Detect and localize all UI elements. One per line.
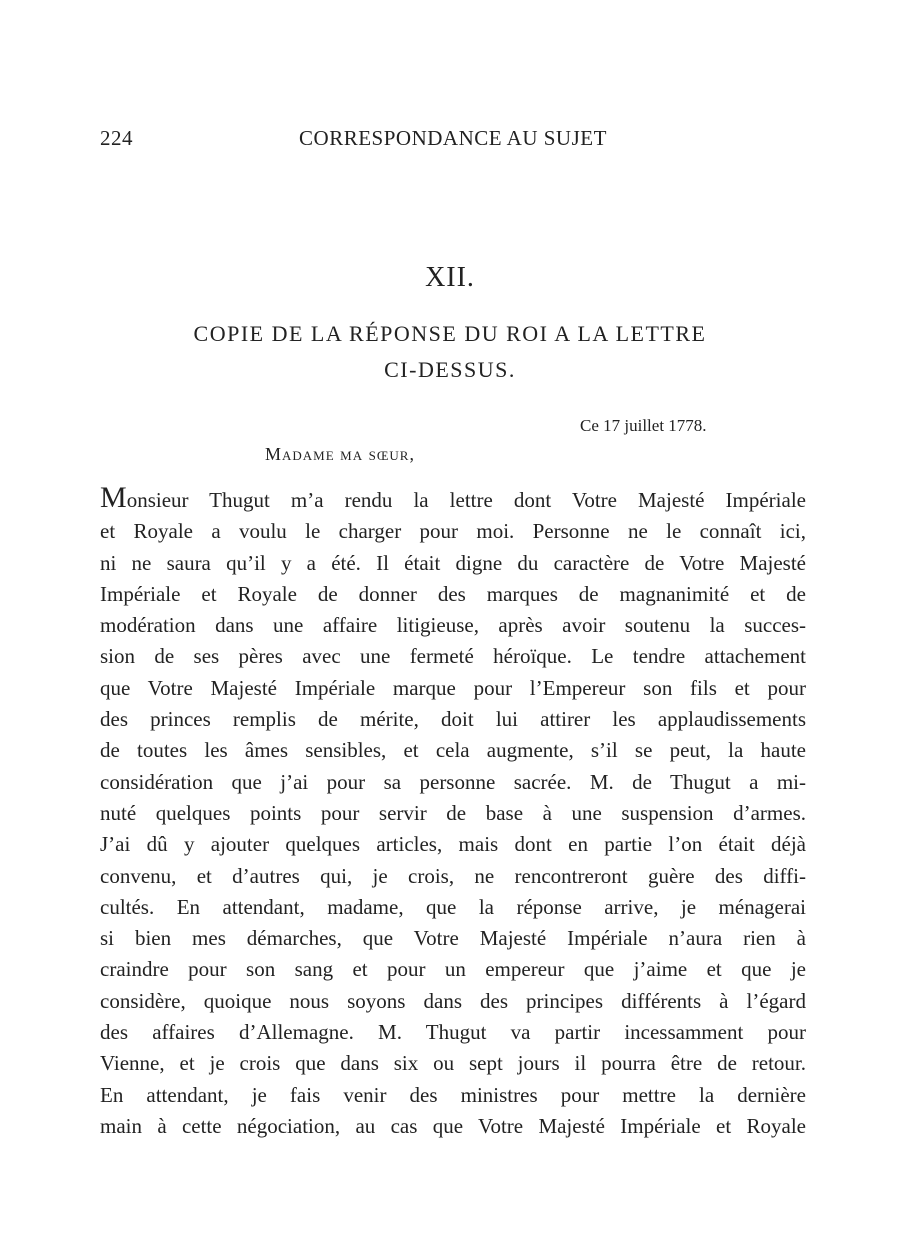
body-line: si bien mes démarches, que Votre Majesté Impériale n’aura rien à: [100, 926, 806, 951]
first-line-text: onsieur Thugut m’a rendu la lettre dont Votre Majesté Impériale: [126, 488, 806, 512]
section-title-line-2: CI-DESSUS.: [384, 357, 516, 382]
letter-date: Ce 17 juillet 1778.: [580, 416, 707, 435]
body-line: craindre pour son sang et pour un empereur que j’aime et que je: [100, 957, 806, 982]
body-line: considère, quoique nous soyons dans des principes différents à l’égard: [100, 988, 806, 1013]
section-title-line-1: COPIE DE LA RÉPONSE DU ROI A LA LETTRE: [193, 321, 707, 346]
running-title: CORRESPONDANCE AU SUJET: [299, 126, 607, 150]
letter-body: [100, 485, 806, 1142]
body-line: sion de ses pères avec une fermeté héroïque. Le tendre attachement: [100, 644, 806, 669]
body-line: et Royale a voulu le charger pour moi. Personne ne le connaît ici,: [100, 519, 806, 544]
running-head: [100, 126, 806, 156]
body-line: nuté quelques points pour servir de base à une suspension d’armes.: [100, 800, 806, 825]
body-line: des princes remplis de mérite, doit lui attirer les applaudissements: [100, 707, 806, 732]
body-line: J’ai dû y ajouter quelques articles, mais dont en partie l’on était déjà: [100, 832, 806, 857]
body-line: cultés. En attendant, madame, que la réponse arrive, je ménagerai: [100, 894, 806, 919]
body-line: main à cette négociation, au cas que Votre Majesté Impériale et Royale: [100, 1113, 806, 1138]
body-line: modération dans une affaire litigieuse, après avoir soutenu la succes-: [100, 613, 806, 638]
body-line: Impériale et Royale de donner des marques de magnanimité et de: [100, 581, 806, 606]
body-line: ni ne saura qu’il y a été. Il était digne du caractère de Votre Majesté: [100, 550, 806, 575]
body-line: des affaires d’Allemagne. M. Thugut va partir incessamment pour: [100, 1020, 806, 1045]
body-line: que Votre Majesté Impériale marque pour l’Empereur son fils et pour: [100, 675, 806, 700]
body-line: de toutes les âmes sensibles, et cela augmente, s’il se peut, la haute: [100, 738, 806, 763]
body-line-first: [100, 485, 806, 516]
body-line: convenu, et d’autres qui, je crois, ne rencontreront guère des diffi-: [100, 863, 806, 888]
drop-initial: M: [100, 485, 127, 514]
page-number: 224: [100, 126, 133, 150]
body-line: considération que j’ai pour sa personne sacrée. M. de Thugut a mi-: [100, 769, 806, 794]
letter-salutation: Madame ma sœur,: [265, 444, 415, 464]
section-title: [120, 316, 780, 388]
body-line: Vienne, et je crois que dans six ou sept jours il pourra être de retour.: [100, 1051, 806, 1076]
section-number: XII.: [425, 262, 475, 293]
body-line: En attendant, je fais venir des ministres pour mettre la dernière: [100, 1082, 806, 1107]
